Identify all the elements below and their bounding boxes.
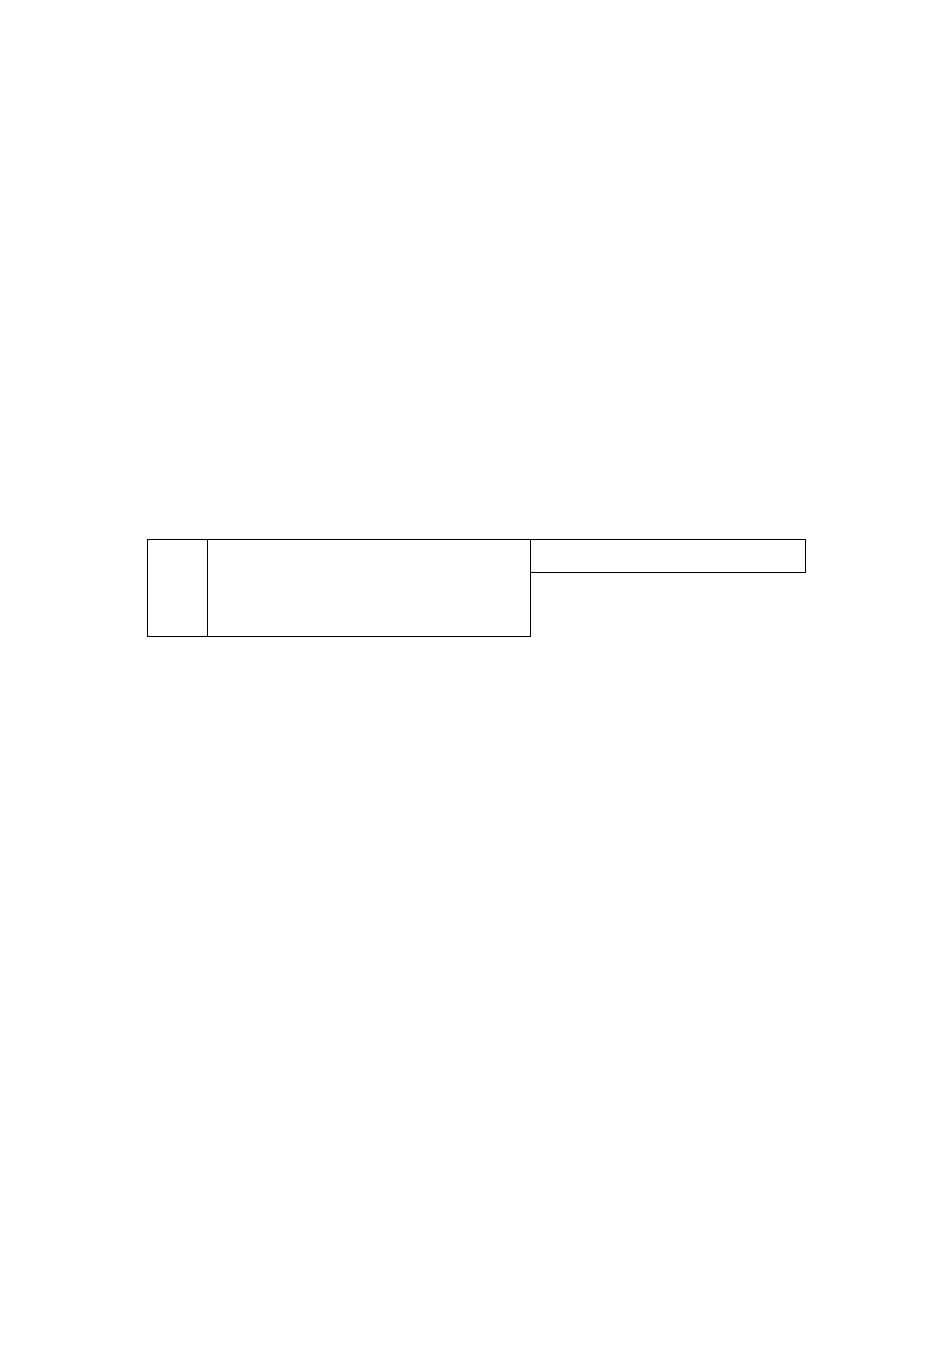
header-chapter — [208, 540, 531, 637]
header-allocation — [531, 540, 806, 573]
schedule-table — [147, 539, 806, 637]
header-no — [148, 540, 208, 637]
